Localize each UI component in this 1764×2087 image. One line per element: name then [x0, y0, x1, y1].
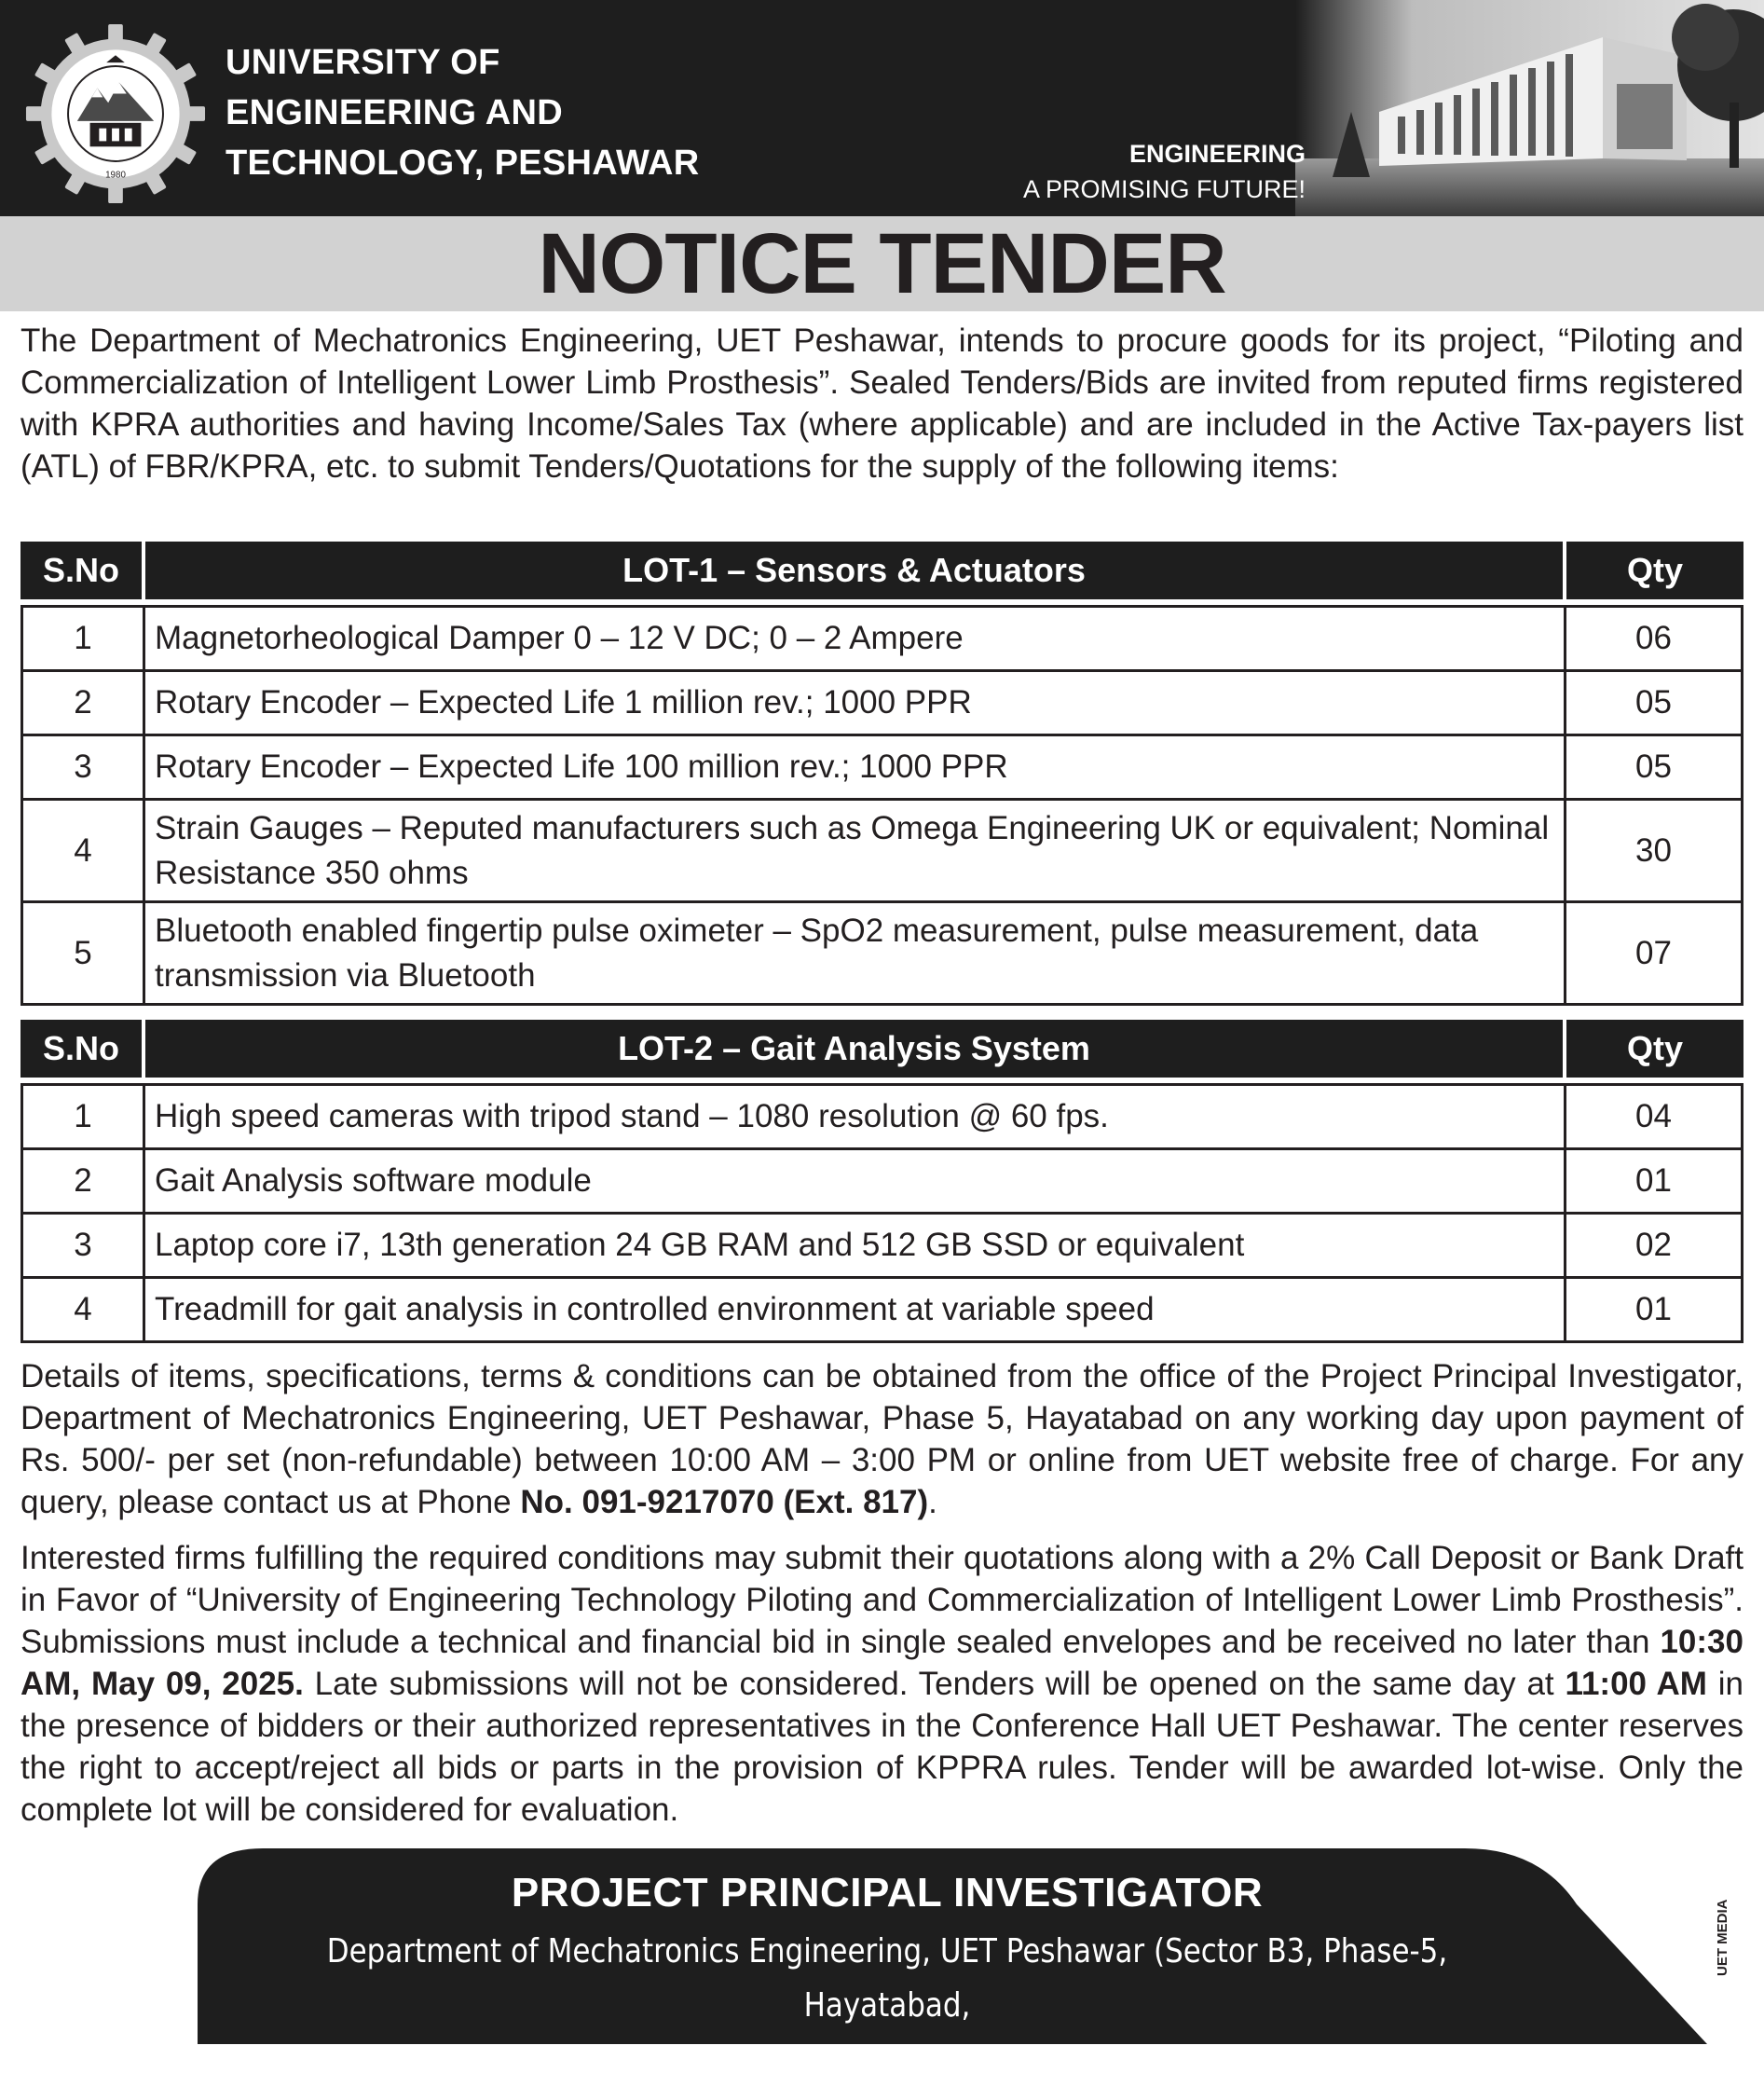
university-logo [24, 22, 207, 205]
lot1-title-header: LOT-1 – Sensors & Actuators [145, 542, 1566, 599]
details-paragraph [21, 1355, 1743, 1523]
lot2-qty-header: Qty [1566, 1020, 1743, 1078]
submission-text [21, 1537, 1743, 1831]
submission-paragraph [21, 1537, 1743, 1831]
submission-part-1: Interested firms fulfilling the required conditions may submit their quotations along with a 2% Call Deposit or Bank Draft in Favor of “University of Engineering Technology Piloting and Commercialization of Intelligent Lower Limb Prosthesis”. Submissions must include a technical and financial bid in single sealed envelopes and be received no later than [21, 1540, 1743, 1660]
university-name-line: ENGINEERING AND [226, 93, 564, 132]
description-cell: Gait Analysis software module [145, 1150, 1566, 1212]
submission-part-3: in the presence of bidders or their authorized representatives in the Conference Hall UET Peshawar. The center reserves the right to accept/reject all bids or parts in the provision of KPPRA rules. Tender will be awarded lot-wise. Only the complete lot will be considered for evaluation. [21, 1666, 1743, 1828]
description-cell: Bluetooth enabled fingertip pulse oximeter – SpO2 measurement, pulse measurement, data transmission via Bluetooth [145, 903, 1566, 1003]
table-row [23, 1147, 1741, 1212]
description-cell: Magnetorheological Damper 0 – 12 V DC; 0 – 2 Ampere [145, 608, 1566, 669]
table-row [23, 900, 1741, 1003]
university-name [226, 37, 700, 188]
qty-cell: 04 [1635, 1098, 1672, 1134]
footer-contact [198, 1848, 1707, 2079]
details-text [21, 1355, 1743, 1523]
table-row [23, 1276, 1741, 1340]
sno-cell: 1 [23, 608, 145, 669]
table-row [23, 798, 1741, 900]
lot1-header-row [21, 542, 1743, 599]
lot1-sno-header: S.No [21, 542, 145, 599]
contact-phone: No. 091-9217070 (Ext. 817) [520, 1484, 929, 1520]
submission-deadline: 10:30 AM, May 09, 2025. [21, 1624, 1743, 1702]
table-row [23, 1083, 1741, 1147]
details-body: Details of items, specifications, terms & conditions can be obtained from the office of the Project Principal Investigator, Department of Mechatronics Engineering, UET Peshawar, Phase 5, Hayatabad on any working day upon payment of Rs. 500/- per set (non-refundable) between 10:00 AM – 3:00 PM or online from UET website free of charge. For any query, please contact us at Phone [21, 1358, 1743, 1520]
sno-cell: 2 [23, 1150, 145, 1212]
qty-cell: 05 [1635, 684, 1672, 721]
submission-part-2: Late submissions will not be considered. Tenders will be opened on the same day at [303, 1666, 1566, 1702]
footer-text [198, 1848, 1577, 2087]
lot2-body [21, 1083, 1743, 1343]
qty-cell: 06 [1635, 620, 1672, 656]
university-name-line: UNIVERSITY OF [226, 43, 500, 82]
description-cell: Rotary Encoder – Expected Life 1 million rev.; 1000 PPR [145, 672, 1566, 734]
footer-address-line-1: Department of Mechatronics Engineering, UET Peshawar (Sector B3, Phase-5, Hayatabad, [326, 1932, 1448, 2025]
table-row [23, 605, 1741, 669]
details-end: . [928, 1484, 937, 1520]
qty-cell: 07 [1635, 934, 1672, 971]
sno-cell: 3 [23, 736, 145, 798]
sno-cell: 5 [23, 903, 145, 1003]
campus-building-photo [1295, 0, 1764, 216]
footer-title: PROJECT PRINCIPAL INVESTIGATOR [511, 1870, 1264, 1915]
lot2-title-header: LOT-2 – Gait Analysis System [145, 1020, 1566, 1078]
table-row [23, 734, 1741, 798]
intro-text: The Department of Mechatronics Engineering, UET Peshawar, intends to procure goods for its project, “Piloting and Commercialization of Intelligent Lower Limb Prosthesis”. Sealed Tenders/Bids are invited from reputed firms registered with KPRA authorities and having Income/Sales Tax (where applicable) and are included in the Active Tax-payers list (ATL) of FBR/KPRA, etc. to submit Tenders/Quotations for the supply of the following items: [21, 323, 1743, 485]
sno-cell: 2 [23, 672, 145, 734]
lot1-qty-header: Qty [1566, 542, 1743, 599]
lot2-header-row [21, 1020, 1743, 1078]
description-cell: Treadmill for gait analysis in controlled environment at variable speed [145, 1279, 1566, 1340]
header-banner [0, 0, 1764, 216]
lot2-table [21, 1020, 1743, 1343]
lot1-body [21, 605, 1743, 1006]
sno-cell: 3 [23, 1215, 145, 1276]
university-name-line: TECHNOLOGY, PESHAWAR [226, 144, 700, 183]
qty-cell: 02 [1635, 1227, 1672, 1263]
lot2-sno-header: S.No [21, 1020, 145, 1078]
description-cell: Rotary Encoder – Expected Life 100 million rev.; 1000 PPR [145, 736, 1566, 798]
sno-cell: 4 [23, 1279, 145, 1340]
qty-cell: 05 [1635, 748, 1672, 785]
intro-paragraph [21, 320, 1743, 487]
table-row [23, 669, 1741, 734]
description-cell: Laptop core i7, 13th generation 24 GB RAM and 512 GB SSD or equivalent [145, 1215, 1566, 1276]
sno-cell: 1 [23, 1086, 145, 1147]
description-cell: Strain Gauges – Reputed manufacturers such as Omega Engineering UK or equivalent; Nominal Resistance 350 ohms [145, 801, 1566, 900]
description-cell: High speed cameras with tripod stand – 1080 resolution @ 60 fps. [145, 1086, 1566, 1147]
table-row [23, 1212, 1741, 1276]
qty-cell: 30 [1635, 831, 1672, 869]
slogan-line-1: ENGINEERING [1128, 140, 1306, 168]
qty-cell: 01 [1635, 1162, 1672, 1199]
title-band [0, 216, 1764, 311]
qty-cell: 01 [1635, 1291, 1672, 1327]
sno-cell: 4 [23, 801, 145, 900]
opening-time: 11:00 AM [1565, 1666, 1707, 1702]
svg-text:1980: 1980 [105, 170, 126, 181]
lot1-table [21, 542, 1743, 1006]
media-credit: UET MEDIA [1715, 1899, 1730, 1976]
slogan-line-2: A PROMISING FUTURE! [1022, 175, 1306, 203]
slogan [1023, 136, 1306, 207]
notice-title: NOTICE TENDER [538, 216, 1226, 311]
footer-address-line-2: Peshawar) Ph: 091-9217070-817 [650, 2040, 1124, 2079]
